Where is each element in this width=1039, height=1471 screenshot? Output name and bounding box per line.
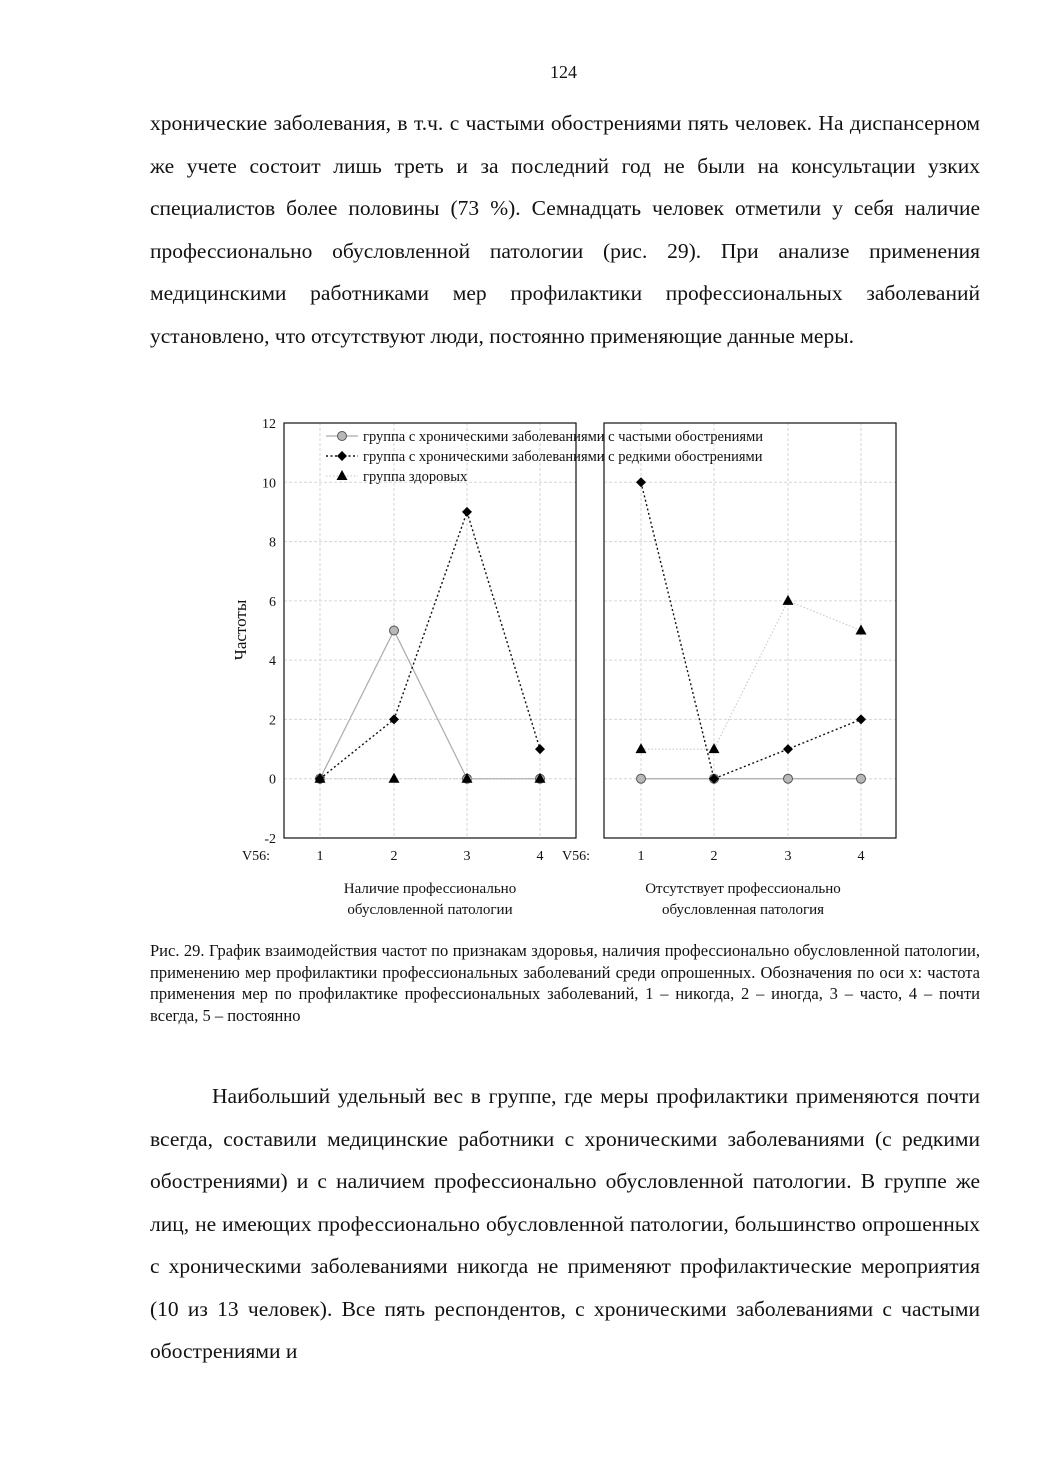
data-point bbox=[389, 714, 399, 724]
paragraph-bottom: Наибольший удельный вес в группе, где меры профилактики применяются почти всегда, составили медицинские работники с хроническими заболеваниями (с редкими обострениями) и с наличием профессионально обусловленной патологии. В группе же лиц, не имеющих профессионально обусловленной патологии, большинство опрошенных с хроническими заболеваниями никогда не применяют профилактические мероприятия (10 из 13 человек). Все пять респондентов, с хроническими заболеваниями с частыми обострениями и bbox=[150, 1084, 980, 1363]
y-axis-label: Частоты bbox=[231, 599, 250, 661]
x-tick-label: 2 bbox=[390, 849, 398, 864]
y-tick-label: -2 bbox=[264, 832, 276, 847]
x-tick-label: 4 bbox=[536, 849, 544, 864]
data-point bbox=[636, 743, 647, 753]
y-tick-label: 6 bbox=[269, 594, 276, 610]
data-point bbox=[390, 626, 399, 635]
data-point bbox=[709, 743, 720, 753]
x-tick-label: 3 bbox=[784, 849, 792, 864]
data-point bbox=[783, 744, 793, 754]
series-line bbox=[320, 512, 540, 779]
data-point bbox=[636, 477, 646, 487]
y-tick-label: 2 bbox=[269, 713, 276, 729]
data-point bbox=[462, 507, 472, 517]
y-tick-label: 10 bbox=[262, 476, 276, 492]
figure-caption: Рис. 29. График взаимодействия частот по признакам здоровья, наличия профессионально обусловленной патологии, применению мер профилактики профессиональных заболеваний среди опрошенных. Обозначения по оси х: частота применения мер по профилактике профессиональных заболеваний, 1 – никогда, 2 – иногда, 3 – часто, 4 – почти всегда, 5 – постоянно bbox=[150, 941, 980, 1025]
x-tick-label: 2 bbox=[710, 849, 718, 864]
data-point bbox=[338, 432, 347, 441]
data-point bbox=[337, 451, 347, 461]
paragraph-top: хронические заболевания, в т.ч. с частыми обострениями пять человек. На диспансерном же учете состоит лишь треть и за последний год не были на консультации узких специалистов более половины (73 %). Семнадцать человек отметили у себя наличие профессионально обусловленной патологии (рис. 29). При анализе применения медицинскими работниками мер профилактики профессиональных заболеваний установлено, что отсутствуют люди, постоянно применяющие данные меры. bbox=[150, 111, 980, 348]
legend-label: группа здоровых bbox=[363, 469, 468, 485]
x-tick-label: 1 bbox=[637, 849, 645, 864]
page-number: 124 bbox=[550, 62, 577, 82]
data-point bbox=[857, 774, 866, 783]
series-line bbox=[641, 482, 861, 778]
y-tick-label: 12 bbox=[262, 417, 276, 432]
data-point bbox=[784, 774, 793, 783]
y-tick-label: 8 bbox=[269, 535, 276, 551]
series-line bbox=[641, 601, 861, 749]
panel-frame bbox=[284, 423, 576, 838]
x-variable-label: V56: bbox=[562, 849, 590, 864]
data-point bbox=[337, 470, 348, 480]
series-line bbox=[320, 631, 540, 779]
y-tick-label: 4 bbox=[269, 654, 276, 670]
panel-title: обусловленная патология bbox=[661, 902, 825, 918]
data-point bbox=[856, 714, 866, 724]
data-point bbox=[389, 773, 400, 783]
panel-title: обусловленной патологии bbox=[347, 902, 513, 918]
x-tick-label: 4 bbox=[857, 849, 865, 864]
data-point bbox=[856, 625, 867, 635]
x-tick-label: 3 bbox=[463, 849, 471, 864]
x-tick-label: 1 bbox=[316, 849, 324, 864]
data-point bbox=[535, 744, 545, 754]
panel-title: Отсутствует профессионально bbox=[645, 881, 841, 897]
legend-label: группа с хроническими заболеваниями с редкими обострениями bbox=[363, 449, 763, 465]
y-tick-label: 0 bbox=[269, 772, 276, 788]
panel-frame bbox=[604, 423, 896, 838]
panel-title: Наличие профессионально bbox=[343, 881, 517, 897]
legend-label: группа с хроническими заболеваниями с частыми обострениями bbox=[363, 429, 764, 445]
data-point bbox=[637, 774, 646, 783]
x-variable-label: V56: bbox=[242, 849, 270, 864]
data-point bbox=[783, 595, 794, 605]
